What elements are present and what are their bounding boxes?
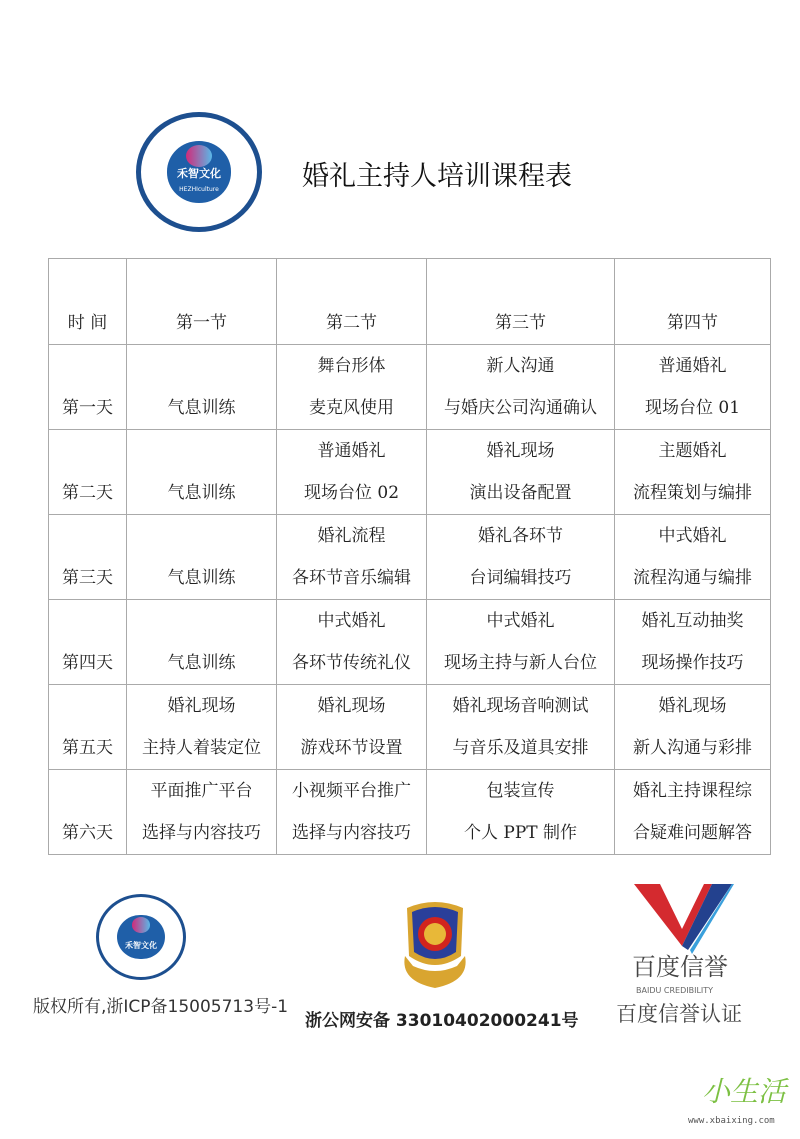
course-line-2: 游戏环节设置	[300, 738, 403, 758]
course-cell	[615, 515, 771, 600]
course-line-1	[127, 600, 276, 642]
course-cell	[277, 345, 427, 430]
police-record-text: 浙公网安备 33010402000241号	[305, 1011, 579, 1031]
course-line-2: 流程沟通与编排	[633, 568, 752, 588]
icp-text: 版权所有,浙ICP备15005713号-1	[33, 997, 289, 1017]
course-line-1: 中式婚礼	[658, 526, 727, 546]
day-cell	[49, 430, 127, 515]
day-label: 第三天	[62, 568, 113, 588]
course-cell	[127, 515, 277, 600]
logo-swoosh-icon	[132, 917, 151, 933]
course-line-2: 与音乐及道具安排	[452, 738, 589, 758]
course-line-1: 婚礼现场	[658, 696, 727, 716]
table-row	[49, 515, 771, 600]
day-label: 第一天	[62, 398, 113, 418]
course-line-2: 新人沟通与彩排	[633, 738, 752, 758]
course-cell	[427, 600, 615, 685]
hezhi-logo-small	[96, 894, 186, 980]
course-cell	[427, 515, 615, 600]
column-header	[427, 259, 615, 345]
course-line-1: 婚礼现场	[167, 696, 236, 716]
course-line-2: 主持人着装定位	[142, 738, 261, 758]
course-table	[48, 258, 771, 855]
course-line-2: 台词编辑技巧	[469, 568, 572, 588]
header-label: 第三节	[495, 313, 546, 333]
course-line-2: 气息训练	[167, 483, 236, 503]
course-line-2: 选择与内容技巧	[142, 823, 261, 843]
logo-cn-text: 禾智文化	[124, 940, 157, 950]
course-line-1: 婚礼现场	[317, 696, 386, 716]
logo-cn-text: 禾智文化	[176, 167, 221, 181]
column-header	[127, 259, 277, 345]
logo-swoosh-icon	[186, 145, 212, 167]
hezhi-logo	[136, 112, 262, 232]
day-cell	[49, 345, 127, 430]
header-label: 时 间	[67, 313, 108, 333]
course-cell	[427, 345, 615, 430]
day-cell	[49, 515, 127, 600]
course-cell	[277, 430, 427, 515]
table-row	[49, 430, 771, 515]
course-line-1: 新人沟通	[486, 356, 555, 376]
column-header	[615, 259, 771, 345]
logo-inner	[167, 141, 232, 203]
header-label: 第一节	[176, 313, 227, 333]
header-label: 第二节	[326, 313, 377, 333]
table-row	[49, 685, 771, 770]
police-badge-icon	[395, 896, 475, 991]
day-cell	[49, 770, 127, 855]
day-cell	[49, 600, 127, 685]
course-line-1: 主题婚礼	[658, 441, 727, 461]
course-line-2: 选择与内容技巧	[292, 823, 411, 843]
course-line-1: 平面推广平台	[150, 781, 253, 801]
course-cell	[427, 770, 615, 855]
course-line-1: 舞台形体	[317, 356, 386, 376]
watermark-url: www.xbaixing.com	[688, 1116, 775, 1126]
course-cell	[427, 430, 615, 515]
table-row	[49, 770, 771, 855]
course-line-1	[127, 345, 276, 387]
course-line-2: 与婚庆公司沟通确认	[444, 398, 597, 418]
course-line-1: 包装宣传	[486, 781, 555, 801]
watermark-text: 小生活	[702, 1075, 787, 1108]
course-cell	[277, 770, 427, 855]
course-line-1: 中式婚礼	[317, 611, 386, 631]
logo-inner	[117, 915, 164, 960]
baidu-logo-text: 百度信誉	[632, 953, 728, 981]
course-line-2: 现场台位 02	[303, 483, 400, 503]
course-line-2: 个人 PPT 制作	[463, 823, 578, 843]
course-line-1	[127, 430, 276, 472]
course-cell	[615, 430, 771, 515]
course-cell	[615, 600, 771, 685]
day-label: 第五天	[62, 738, 113, 758]
course-cell	[277, 515, 427, 600]
course-cell	[615, 770, 771, 855]
course-line-1: 普通婚礼	[658, 356, 727, 376]
page-title: 婚礼主持人培训课程表	[302, 161, 572, 192]
header-row	[49, 259, 771, 345]
course-line-1	[127, 515, 276, 557]
course-cell	[127, 430, 277, 515]
course-line-2: 现场操作技巧	[641, 653, 744, 673]
logo-en-text: HEZHIculture	[179, 185, 219, 193]
table-row	[49, 600, 771, 685]
course-line-2: 气息训练	[167, 568, 236, 588]
course-cell	[427, 685, 615, 770]
course-line-2: 流程策划与编排	[633, 483, 752, 503]
column-header	[49, 259, 127, 345]
course-line-2: 各环节音乐编辑	[292, 568, 411, 588]
course-line-2: 气息训练	[167, 653, 236, 673]
course-line-1: 小视频平台推广	[292, 781, 411, 801]
course-line-2: 气息训练	[167, 398, 236, 418]
course-line-2: 现场主持与新人台位	[444, 653, 597, 673]
course-cell	[127, 685, 277, 770]
course-cell	[127, 600, 277, 685]
course-line-1: 中式婚礼	[486, 611, 555, 631]
course-line-2: 演出设备配置	[469, 483, 572, 503]
course-cell	[277, 685, 427, 770]
course-cell	[127, 770, 277, 855]
course-cell	[615, 345, 771, 430]
course-line-1: 普通婚礼	[317, 441, 386, 461]
course-cell	[277, 600, 427, 685]
day-label: 第四天	[62, 653, 113, 673]
course-line-2: 现场台位 01	[644, 398, 741, 418]
day-label: 第六天	[62, 823, 113, 843]
course-cell	[615, 685, 771, 770]
course-line-2: 麦克风使用	[309, 398, 394, 418]
course-line-1: 婚礼流程	[317, 526, 386, 546]
day-label: 第二天	[62, 483, 113, 503]
course-line-1: 婚礼各环节	[478, 526, 563, 546]
baidu-en-text: BAIDU CREDIBILITY	[636, 986, 714, 995]
course-line-1: 婚礼现场	[486, 441, 555, 461]
course-line-1: 婚礼互动抽奖	[641, 611, 744, 631]
course-line-1: 婚礼现场音响测试	[452, 696, 589, 716]
course-line-2: 合疑难问题解答	[633, 823, 752, 843]
course-line-2: 各环节传统礼仪	[292, 653, 411, 673]
baidu-cert-text: 百度信誉认证	[616, 1002, 742, 1026]
baidu-credibility-logo-icon	[634, 884, 734, 954]
day-cell	[49, 685, 127, 770]
course-line-1: 婚礼主持课程综	[633, 781, 752, 801]
column-header	[277, 259, 427, 345]
course-cell	[127, 345, 277, 430]
table-row	[49, 345, 771, 430]
header-label: 第四节	[667, 313, 718, 333]
